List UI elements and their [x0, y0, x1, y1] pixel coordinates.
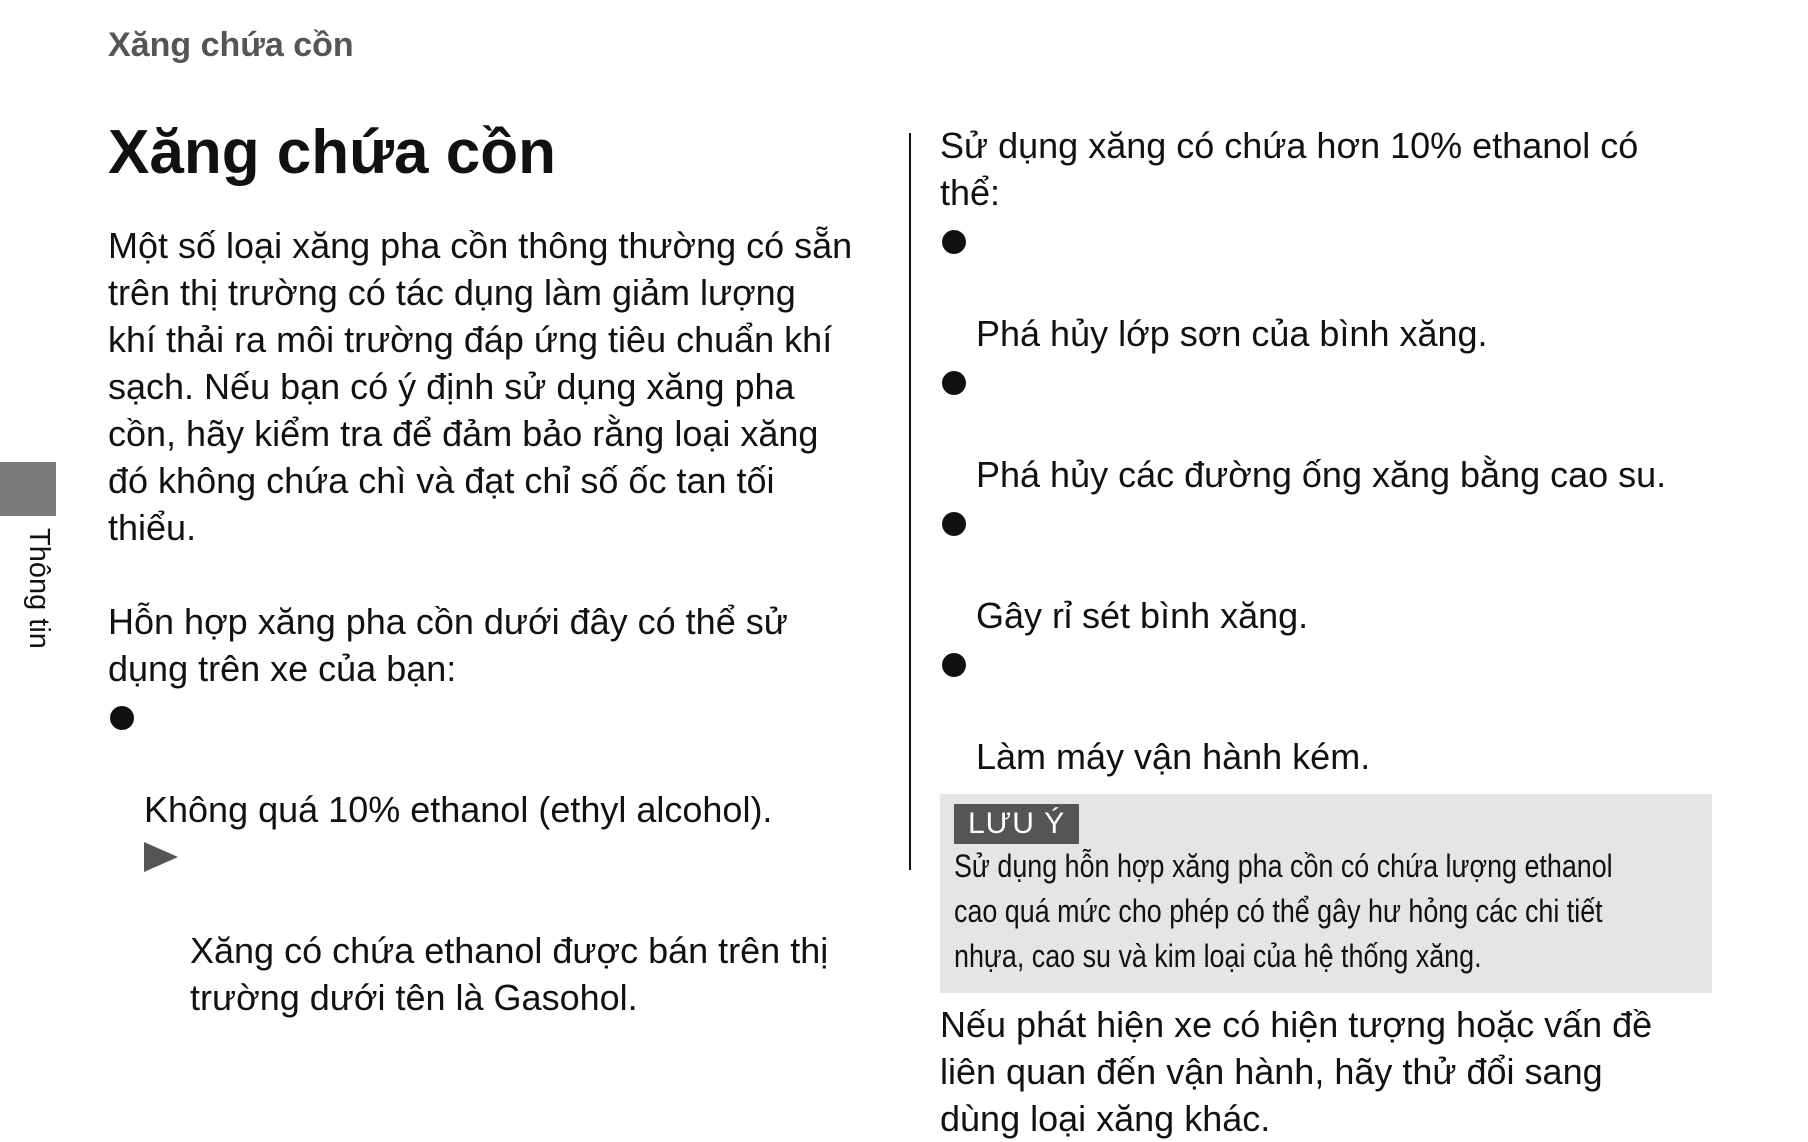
- bullet-item: [940, 216, 1720, 357]
- bullet-text: Gây rỉ sét bình xăng.: [976, 595, 1309, 636]
- bullet-item: [940, 639, 1720, 780]
- note-text: Sử dụng hỗn hợp xăng pha cồn có chứa lượng ethanol cao quá mức cho phép có thể gây hư hỏng các chi tiết nhựa, cao su và kim loại của hệ thống xăng.: [954, 848, 1613, 974]
- bullet-dot-icon: [942, 230, 966, 254]
- bullet-text: Phá hủy các đường ống xăng bằng cao su.: [976, 454, 1667, 495]
- bullet-text: Làm máy vận hành kém.: [976, 736, 1371, 777]
- bullet-text: Phá hủy lớp sơn của bình xăng.: [976, 313, 1488, 354]
- column-divider: [909, 133, 911, 870]
- bullet-dot-icon: [942, 371, 966, 395]
- ethanol-warning-intro: Sử dụng xăng có chứa hơn 10% ethanol có thể:: [940, 125, 1639, 213]
- blend-paragraph: Hỗn hợp xăng pha cồn dưới đây có thể sử dụng trên xe của bạn:: [108, 601, 788, 689]
- closing-paragraph: Nếu phát hiện xe có hiện tượng hoặc vấn đề liên quan đến vận hành, hãy thử đổi sang dùng loại xăng khác.: [940, 1004, 1653, 1139]
- side-tab-label: Thông tin: [23, 528, 55, 649]
- bullet-dot-icon: [942, 653, 966, 677]
- sub-bullet-text: Xăng có chứa ethanol được bán trên thị trường dưới tên là Gasohol.: [190, 930, 829, 1018]
- section-title: Xăng chứa cồn: [108, 118, 556, 187]
- running-header-title: Xăng chứa cồn: [108, 26, 354, 64]
- spacer: [108, 188, 888, 222]
- bullet-dot-icon: [942, 512, 966, 536]
- note-box: [940, 794, 1712, 993]
- note-label: LƯU Ý: [954, 804, 1079, 844]
- side-tab-marker: [0, 462, 56, 516]
- bullet-text: Không quá 10% ethanol (ethyl alcohol).: [144, 789, 773, 830]
- left-column: [108, 118, 888, 1021]
- sub-bullet-item: [144, 833, 888, 1021]
- bullet-dot-icon: [110, 706, 134, 730]
- bullet-item: [108, 692, 888, 833]
- triangle-arrow-icon: [144, 842, 178, 872]
- right-column: [940, 122, 1720, 1142]
- bullet-item: [940, 357, 1720, 498]
- spacer: [108, 551, 888, 598]
- bullet-item: [940, 498, 1720, 639]
- intro-paragraph: Một số loại xăng pha cồn thông thường có sẵn trên thị trường có tác dụng làm giảm lượng khí thải ra môi trường đáp ứng tiêu chuẩn khí sạch. Nếu bạn có ý định sử dụng xăng pha cồn, hãy kiểm tra để đảm bảo rằng loại xăng đó không chứa chì và đạt chỉ số ốc tan tối thiểu.: [108, 225, 853, 548]
